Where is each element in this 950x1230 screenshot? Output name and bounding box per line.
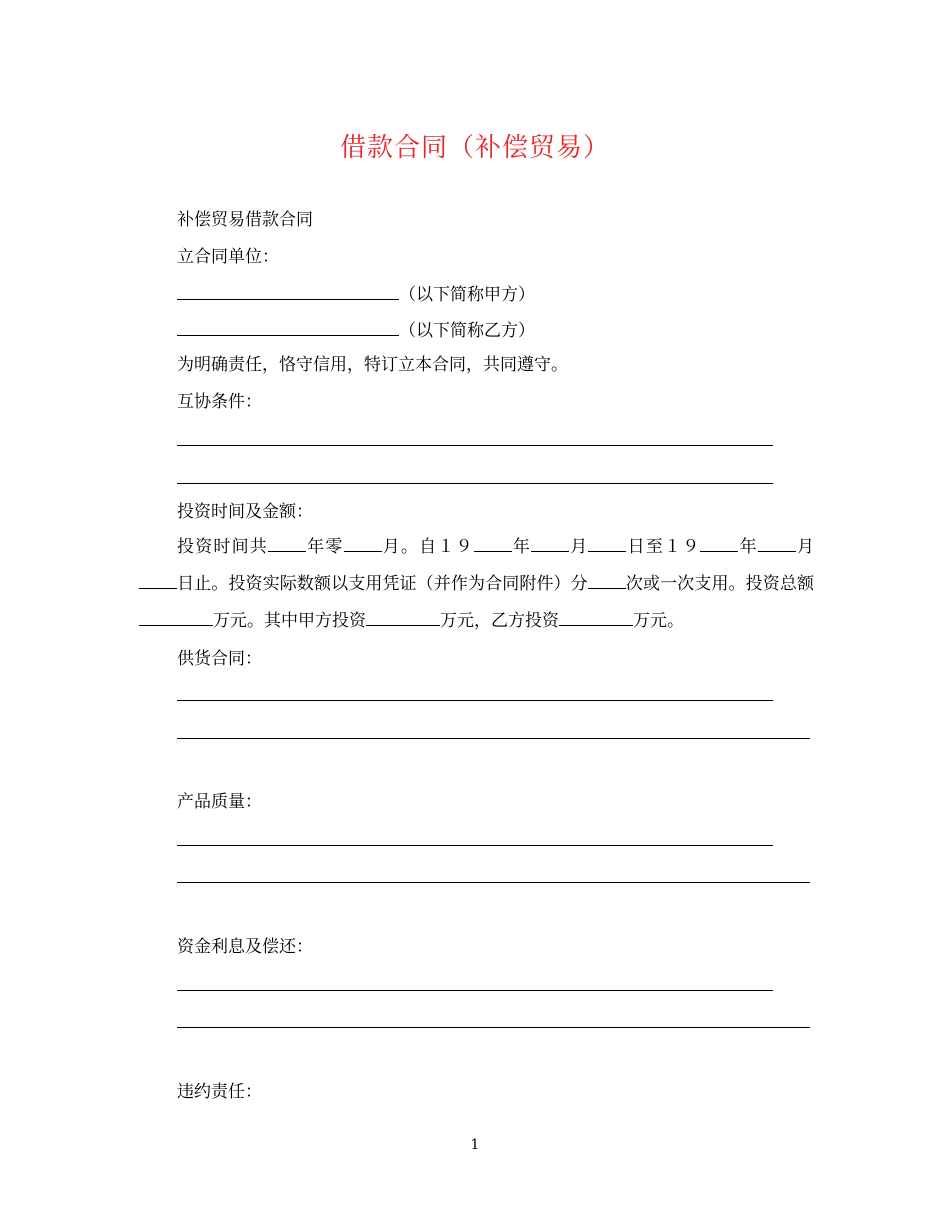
section-interest: 资金利息及偿还： bbox=[177, 937, 313, 957]
document-title: 借款合同（补偿贸易） bbox=[339, 133, 610, 163]
blank-months-years bbox=[268, 531, 306, 552]
investment-text-part: 日至１９ bbox=[626, 537, 701, 557]
blank-total-amount bbox=[139, 605, 213, 626]
subtitle: 补偿贸易借款合同 bbox=[177, 210, 313, 230]
investment-text-part: 万元。其中甲方投资 bbox=[213, 611, 366, 631]
section-supply: 供货合同： bbox=[177, 649, 262, 669]
interest-blank-line-2 bbox=[177, 1027, 810, 1028]
investment-text-part: 万元。 bbox=[633, 611, 684, 631]
cooperation-blank-line-1 bbox=[177, 445, 773, 446]
section-cooperation: 互协条件： bbox=[177, 392, 262, 412]
investment-text-part: 月。自１９ bbox=[381, 537, 474, 557]
interest-blank-line-1 bbox=[177, 990, 773, 991]
blank-start-day bbox=[588, 531, 626, 552]
supply-blank-line-1 bbox=[177, 700, 773, 701]
investment-text-part: 次或一次支用。投资总额 bbox=[625, 574, 815, 594]
parties-label: 立合同单位： bbox=[177, 247, 279, 267]
section-liability: 违约责任： bbox=[177, 1082, 262, 1102]
investment-text-part: 万元，乙方投资 bbox=[440, 611, 559, 631]
investment-text-part: 年零 bbox=[305, 537, 344, 557]
blank-end-year bbox=[700, 531, 738, 552]
blank-start-month bbox=[531, 531, 569, 552]
party-a-blank bbox=[177, 281, 399, 300]
section-quality: 产品质量： bbox=[177, 792, 262, 812]
blank-installments bbox=[588, 568, 626, 589]
party-b-line bbox=[177, 317, 535, 343]
party-b-blank bbox=[177, 317, 399, 336]
intro-text: 为明确责任，恪守信用，特订立本合同，共同遵守。 bbox=[177, 355, 568, 375]
page-number: 1 bbox=[470, 1137, 480, 1153]
party-a-line bbox=[177, 281, 535, 307]
investment-text-part: 月 bbox=[569, 537, 589, 557]
investment-text-part: 投资时间共 bbox=[177, 537, 268, 557]
investment-paragraph bbox=[139, 529, 814, 640]
blank-start-year bbox=[474, 531, 512, 552]
cooperation-blank-line-2 bbox=[177, 483, 773, 484]
section-investment: 投资时间及金额： bbox=[177, 502, 313, 522]
party-b-suffix: （以下简称乙方） bbox=[399, 321, 535, 341]
blank-end-month bbox=[758, 531, 796, 552]
party-a-suffix: （以下简称甲方） bbox=[399, 285, 535, 305]
supply-blank-line-2 bbox=[177, 738, 810, 739]
investment-text-part: 年 bbox=[738, 537, 758, 557]
investment-text-part: 年 bbox=[511, 537, 532, 557]
blank-months bbox=[344, 531, 382, 552]
blank-party-a-amount bbox=[366, 605, 440, 626]
investment-text-part: 月 bbox=[795, 537, 815, 557]
blank-party-b-amount bbox=[559, 605, 633, 626]
quality-blank-line-1 bbox=[177, 845, 773, 846]
blank-end-day bbox=[139, 568, 177, 589]
quality-blank-line-2 bbox=[177, 882, 810, 883]
investment-text-part: 日止。投资实际数额以支用凭证（并作为合同附件）分 bbox=[177, 574, 588, 594]
